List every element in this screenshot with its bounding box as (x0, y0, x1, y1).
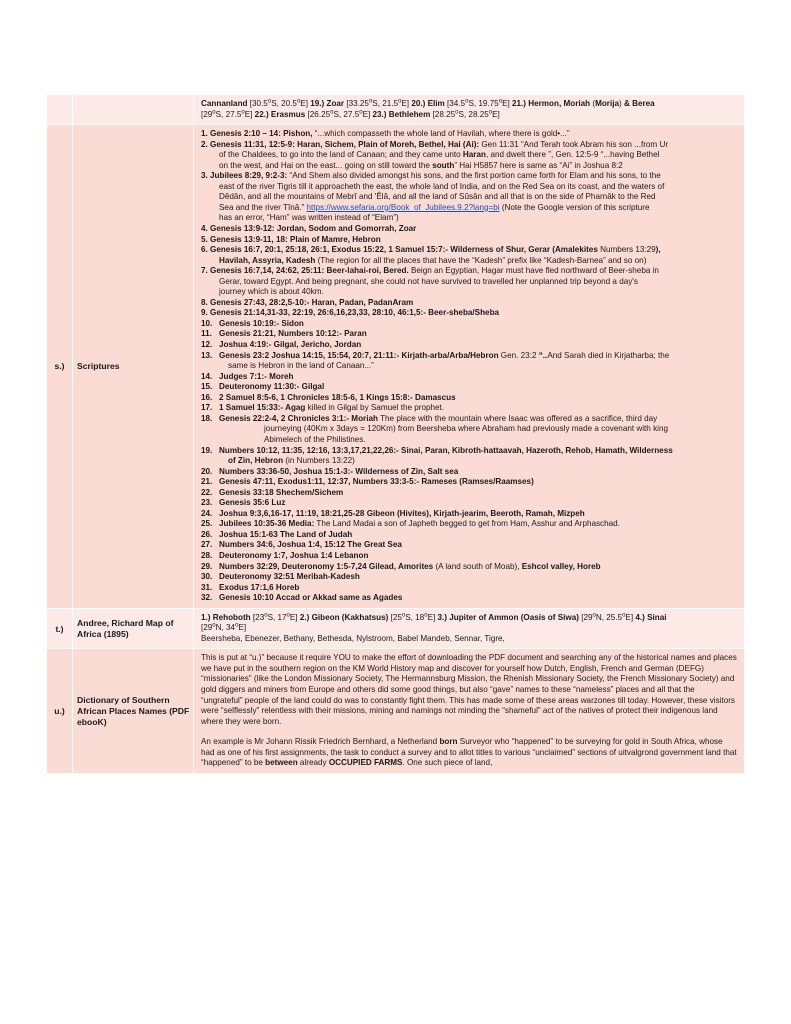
list-text: Joshua 4:19:- Gilgal, Jericho, Jordan (219, 340, 362, 350)
list-text: Genesis 10:19:- Sidon (219, 318, 304, 328)
list-number: 6. (201, 245, 208, 255)
list-text: Deuteronomy 32:51 Meribah-Kadesh (219, 572, 360, 582)
list-item (201, 403, 738, 414)
list-item (201, 509, 738, 520)
list-text: Genesis 11:31, 12:5-9: Haran, Sichem, Plain of Moreh, Bethel, Hai (Ai): Gen 11:31 “And Terah took Abram his son ...from Ur of the Chaldees, to go into the land of Canaan; and they came unto Haran, and dwelt there ”, Gen. 12:5-9 “...having Bethel on the west, and Hai on the east... going on still toward the south” Hai H5857 here is same as “Ai” in Joshua 8:2 (210, 139, 669, 170)
list-text: Numbers 33:36-50, Joshua 15:1-3:- Wilderness of Zin, Salt sea (219, 466, 459, 476)
list-number: 3. (201, 171, 208, 181)
list-item (201, 477, 738, 488)
list-number: 28. (201, 550, 213, 560)
list-number: 11. (201, 329, 212, 339)
list-number: 20. (201, 466, 213, 476)
list-number: 5. (201, 234, 208, 244)
row-title (73, 95, 194, 124)
content-line: 1.) Rehoboth [23$^o$S, 17$^o$E] 2.) Gibeon (Kakhatsus) [25$^o$S, 18$^o$E] 3.) Jupiter of Ammon (Oasis of Siwa) [29$^o$N, 25.5$^o$E] 4.) Sinai (201, 611, 667, 622)
list-item (201, 266, 738, 298)
list-item (201, 393, 738, 404)
list-item (201, 298, 738, 309)
list-number: 14. (201, 371, 213, 381)
list-text: Exodus 17:1,6 Horeb (219, 582, 300, 592)
content-line: [29$^o$N, 34$^o$E] (201, 622, 247, 633)
list-number: 24. (201, 508, 213, 518)
list-item (201, 224, 738, 235)
list-number: 8. (201, 297, 208, 307)
list-text: Genesis 22:2-4, 2 Chronicles 3:1:- Moriah The place with the mountain where Isaac was offered as a sacrifice, third day journeying (40Km x 3days = 120Km) from Beersheba where Abraham had previously made a covenant with king Abimelech of the Philistines. (219, 413, 668, 444)
list-item (201, 319, 738, 330)
list-item (201, 171, 738, 224)
list-number: 9. (201, 308, 208, 318)
list-text: Numbers 34:6, Joshua 1:4, 15:12 The Great Sea (219, 540, 402, 550)
list-number: 25. (201, 519, 213, 529)
list-text: Genesis 13:9-12: Jordan, Sodom and Gomorrah, Zoar (210, 224, 417, 234)
list-text: Judges 7:1:- Moreh (219, 371, 294, 381)
content-line: [29$^o$S, 27.5$^o$E] 22.) Erasmus [26.25$^o$S, 27.5$^o$E] 23.) Bethlehem [28.25$^o$S, 28.25$^o$E] (201, 108, 500, 119)
list-number: 22. (201, 487, 213, 497)
list-number: 32. (201, 593, 213, 603)
list-number: 12. (201, 340, 213, 350)
list-text: Genesis 16:7,14, 24:62, 25:11: Beer-lahai-roi, Bered. Beign an Egyptian, Hagar must have fled northward of Beer-sheba in Gerar, toward Egypt. And being pregnant, she could not have survived to travelled her unplanned trip beyond a day's journey which is about 40km. (210, 266, 659, 297)
table-row (47, 95, 744, 125)
list-text: Genesis 2:10 – 14: Pishon, “...which compasseth the whole land of Havilah, where there is gold•...” (210, 129, 570, 139)
list-number: 26. (201, 529, 213, 539)
list-text: Genesis 35:6 Luz (219, 498, 286, 508)
list-text: 2 Samuel 8:5-6, 1 Chronicles 18:5-6, 1 Kings 15:8:- Damascus (219, 392, 456, 402)
list-text: Genesis 10:10 Accad or Akkad same as Agades (219, 593, 403, 603)
list-number: 23. (201, 498, 213, 508)
row-content (194, 95, 744, 124)
list-text: Joshua 15:1-63 The Land of Judah (219, 529, 353, 539)
list-item (201, 519, 738, 530)
list-item (201, 540, 738, 551)
list-text: 1 Samuel 15:33:- Agag killed in Gilgal by Samuel the prophet. (219, 403, 445, 413)
list-number: 29. (201, 561, 213, 571)
list-item (201, 467, 738, 478)
content-line: Beersheba, Ebenezer, Bethany, Bethesda, Nylstroom, Babel Mandeb, Sennar, Tigre, (201, 633, 505, 643)
list-number: 7. (201, 266, 208, 276)
list-item (201, 551, 738, 562)
list-text: Jubilees 8:29, 9:2-3: “And Shem also divided amongst his sons, and the first portion came forth for Elam and his sons, to the east of the river Tigris till it approacheth the east, the whole land of India, and on the Red Sea on its coast, and the waters of Dêdân, and all the mountains of Mebrî and 'Êlâ, and all the land of Sûsân and all that is on the side of Pharnâk to the Red Sea and the river Tînâ.” https://www.sefaria.org/Book_of_Jubilees.9.2?lang=bi (Note the Google version of this scripture has an error, “Ham” was written instead of “Elam”) (210, 171, 665, 223)
table-row (47, 125, 744, 609)
list-item (201, 530, 738, 541)
content-table (47, 95, 744, 774)
list-number: 31. (201, 582, 213, 592)
list-number: 15. (201, 382, 213, 392)
list-text: Jubilees 10:35-36 Media: The Land Madai a son of Japheth begged to get from Ham, Asshur and Arphaschad. (219, 519, 620, 529)
list-item (201, 235, 738, 246)
scripture-list (201, 129, 738, 604)
row-index: s.) (47, 125, 73, 608)
list-text: Numbers 10:12, 11:35, 12:16, 13:3,17,21,22,26:- Sinai, Paran, Kibroth-hattaavah, Hazeroth, Rehob, Hamath, Wilderness of Zin, Hebron (in Numbers 13:22) (219, 445, 673, 466)
list-text: Genesis 27:43, 28:2,5-10:- Haran, Padan, PadanAram (210, 297, 414, 307)
list-text: Genesis 33:18 Shechem/Sichem (219, 487, 344, 497)
table-row (47, 609, 744, 650)
list-text: Genesis 21:14,31-33, 22:19, 26:6,16,23,33, 28:10, 46:1,5:- Beer-sheba/Sheba (210, 308, 500, 318)
list-number: 27. (201, 540, 213, 550)
content-line: Cannanland [30.5$^o$S, 20.5$^o$E] 19.) Zoar [33.25$^o$S, 21.5$^o$E] 20.) Elim [34.5$^o$S, 19.75$^o$E] 21.) Hermon, Moriah (Morija) & Berea (201, 98, 655, 108)
list-text: Genesis 47:11, Exodus1:11, 12:37, Numbers 33:3-5:- Rameses (Ramses/Raamses) (219, 477, 534, 487)
list-item (201, 329, 738, 340)
table-row (47, 649, 744, 773)
row-index: t.) (47, 609, 73, 649)
list-item (201, 308, 738, 319)
list-item (201, 340, 738, 351)
paragraph-gap (201, 727, 738, 737)
list-text: Joshua 9:3,6,16-17, 11:19, 18:21,25-28 Gibeon (Hivites), Kirjath-jearim, Beeroth, Ramah, Mizpeh (219, 508, 585, 518)
row-content (194, 649, 744, 772)
row-index: u.) (47, 649, 73, 772)
list-number: 19. (201, 445, 213, 455)
list-number: 1. (201, 129, 208, 139)
list-item (201, 498, 738, 509)
list-item (201, 245, 738, 266)
list-number: 4. (201, 224, 208, 234)
row-content (194, 609, 744, 649)
list-item (201, 572, 738, 583)
list-text: Genesis 16:7, 20:1, 25:18, 26:1, Exodus 15:22, 1 Samuel 15:7:- Wilderness of Shur, Gerar (Amalekites Numbers 13:29), Havilah, Assyria, Kadesh (The region for all the places that have the “Kadesh” prefix like “Kadesh-Barnea” and so on) (210, 245, 661, 265)
row-title: Scriptures (73, 125, 194, 608)
list-item (201, 562, 738, 573)
list-item (201, 382, 738, 393)
list-item (201, 140, 738, 172)
list-item (201, 488, 738, 499)
list-text: Genesis 23:2 Joshua 14:15, 15:54, 20:7, 21:11:- Kirjath-arba/Arba/Hebron Gen. 23:2 “..And Sarah died in Kirjatharba; the same is Hebron in the land of Canaan...” (219, 350, 670, 371)
list-number: 30. (201, 572, 213, 582)
list-text: Deuteronomy 11:30:- Gilgal (219, 382, 325, 392)
list-number: 21. (201, 477, 213, 487)
row-content (194, 125, 744, 608)
list-item (201, 446, 738, 467)
list-number: 10. (201, 318, 213, 328)
list-item (201, 372, 738, 383)
paragraph: An example is Mr Johann Rissik Friedrich Bernhard, a Netherland born Surveyor who “happened” to be surveying for gold in South Africa, whose had as one of his first assignments, the task to conduct a survey and to allot titles to various “unclaimed” sections of uitvalgrond government land that “happened” to be between already OCCUPIED FARMS. One such piece of land, (201, 737, 737, 768)
paragraph: This is put at “u.)” because it require YOU to make the effort of downloading the PDF document and searching any of the historical names and places we have put in the southern region on the KM World History map and discover for yourself how Dutch, English, French and German (DEFG) “missionaries” (like the London Missionary Society, The Hermannsburg Mission, the Rhenish Missionary Society, the French Missionary Society) and gold diggers and miners from Europe and others did some good things, but also “gave” names to these “nameless” places and all that the “ungrateful” people of the land could do was to constantly fight them. This has made some of these areas warzones till today. However, these visitors were “selflessly” relentless with their missions, mining and namings not minding the “shameful” act of the natives of protect their indigenous land where they were born. (201, 653, 737, 726)
list-text: Genesis 13:9-11, 18: Plain of Mamre, Hebron (210, 234, 381, 244)
list-text: Numbers 32:29, Deuteronomy 1:5-7,24 Gilead, Amorites (A land south of Moab), Eshcol valley, Horeb (219, 561, 601, 571)
list-item (201, 351, 738, 372)
list-number: 16. (201, 392, 213, 402)
list-text: Deuteronomy 1:7, Joshua 1:4 Lebanon (219, 550, 369, 560)
list-number: 17. (201, 403, 213, 413)
list-number: 2. (201, 139, 208, 149)
list-text: Genesis 21:21, Numbers 10:12:- Paran (219, 329, 367, 339)
list-item (201, 129, 738, 140)
list-number: 18. (201, 413, 213, 423)
row-title: Dictionary of Southern African Places Names (PDF ebooK) (73, 649, 194, 772)
list-item (201, 593, 738, 604)
row-title: Andree, Richard Map of Africa (1895) (73, 609, 194, 649)
list-item (201, 414, 738, 446)
list-number: 13. (201, 350, 213, 360)
sefaria-link[interactable]: https://www.sefaria.org/Book_of_Jubilees.9.2?lang=bi (306, 202, 500, 212)
row-index (47, 95, 73, 124)
list-item (201, 583, 738, 594)
